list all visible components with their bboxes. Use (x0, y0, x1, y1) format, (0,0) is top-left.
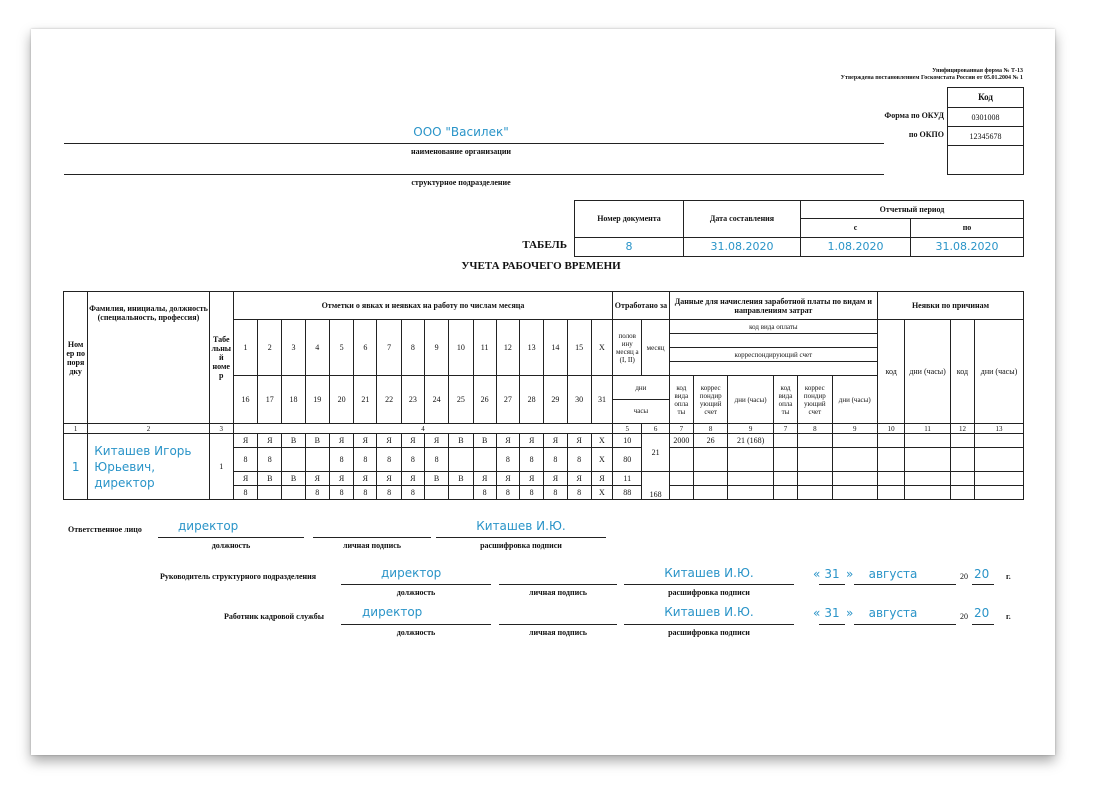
employee-tab-number: 1 (209, 434, 233, 500)
period-from-value: 1.08.2020 (801, 237, 911, 256)
hr-day: 31 (824, 606, 840, 620)
employee-name: Киташев Игорь Юрьевич, директор (88, 434, 209, 500)
employee-number: 1 (64, 434, 88, 500)
hr-label: Работник кадровой службы (224, 612, 324, 621)
head-label: Руководитель структурного подразделения (160, 572, 317, 581)
hr-year: 20 (974, 606, 990, 620)
table-row: 8 8 8 8 8 8 8 8 8 8 8 X 80 (64, 448, 1024, 472)
doc-number-label: Номер документа (597, 214, 661, 224)
head-person: Киташев И.Ю. (664, 566, 754, 580)
period-to-value: 31.08.2020 (911, 237, 1024, 256)
head-month: августа (868, 567, 918, 581)
col-header-marks: Отметки о явках и неявках на работу по числам месяца (233, 292, 612, 320)
responsible-label: Ответственное лицо (68, 525, 142, 534)
approval-note: Утверждена постановлением Госкомстата России от 05.01.2004 № 1 (840, 75, 1023, 81)
period-from-label: с (853, 223, 858, 233)
col-header-tab: Табе льны й номе р (209, 292, 233, 424)
hr-person: Киташев И.Ю. (664, 605, 754, 619)
organization-name: ООО "Василек" (413, 125, 509, 139)
doc-date-label: Дата составления (709, 214, 775, 224)
document-subtitle: УЧЕТА РАБОЧЕГО ВРЕМЕНИ (461, 260, 621, 272)
hr-position: директор (362, 605, 423, 619)
table-row: Я В В Я Я Я Я Я В В Я Я Я Я Я Я 11 168 (64, 472, 1024, 486)
unit-caption: структурное подразделение (411, 178, 511, 187)
responsible-position: директор (178, 519, 239, 533)
document-header-table (574, 200, 1024, 257)
col-header-number: Ном ер по поря дку (64, 292, 88, 424)
code-box (947, 87, 1024, 175)
unified-form-note: Унифицированная форма № Т-13 (932, 68, 1023, 74)
period-to-label: по (962, 223, 972, 233)
timesheet-document: Унифицированная форма № Т-13 Утверждена постановлением Госкомстата России от 05.01.2004 № 1 Код 0301008 12345678 Форма по ОКУД по ОКПО ООО "Василек" наименование организации структурное подразделение Номер документа Дата составления Отчетный период с по 8 31.08.2020 1.08.2020 31.08.2020 ТАБЕЛЬ УЧЕТА РАБОЧЕГО ВРЕМЕНИ Ном ер по поря дку Фамилия, инициалы, должность (специальность, профессия) Табе льны й номе р Отметки о явках и неявках на работу по числам месяца Отработано за Данные для начисления заработной платы по видам и направлениям затрат Неявки по причинам 1 2 3 4 5 6 7 8 9 10 11 12 13 14 15 X полов ину месяц а (I, II) месяц код вида оплаты корреспондирующий счет код дни (часы) код дни (часы) 16 17 18 19 20 21 22 23 24 25 26 27 28 29 30 31 дни часы код вида опла ты коррес пондир ующий счет дни (часы) код вида опла ты коррес пондир ующий счет дни (часы) 1 2 3 4 5 6 7 8 9 7 8 9 10 11 12 13 1 Киташев Игорь Юрьевич, директор 1 Я Я В В Я Я Я Я Я В В Я Я Я Я X 10 21 2000 26 21 (168) 8 8 8 8 8 8 8 8 8 8 8 X 80 Я В В Я Я Я Я Я В В Я Я Я Я Я Я 11 168 8 8 8 8 8 8 8 8 8 8 8 X 88 Ответственное лицо директор должность личная подпись Киташев И.Ю. расшифровка подписи Руководитель структурного подразделения директор должность личная подпись Киташев И.Ю. расшифровка подписи « 31 » августа 20 20 г. Работник кадровой службы директор должность личная подпись Киташев И.Ю. расшифровка подписи « 31 » августа 20 20 г. (31, 29, 1055, 755)
responsible-person: Киташев И.Ю. (476, 519, 566, 533)
document-title: ТАБЕЛЬ (522, 239, 567, 251)
table-row: 8 8 8 8 8 8 8 8 8 8 8 X 88 (64, 486, 1024, 500)
col-header-absent: Неявки по причинам (878, 292, 1024, 320)
doc-number-value: 8 (575, 237, 684, 256)
okpo-value: 12345678 (969, 132, 1002, 141)
okud-label: Форма по ОКУД (884, 111, 944, 120)
doc-date-value: 31.08.2020 (684, 237, 801, 256)
column-numbers-row: 1 2 3 4 5 6 7 8 9 7 8 9 10 11 12 13 (64, 424, 1024, 434)
table-row: 1 Киташев Игорь Юрьевич, директор 1 Я Я В В Я Я Я Я Я В В Я Я Я Я X 10 21 2000 26 21 (168) (64, 434, 1024, 448)
organization-caption: наименование организации (410, 147, 512, 156)
code-header: Код (978, 92, 993, 102)
timesheet-table: Ном ер по поря дку Фамилия, инициалы, должность (специальность, профессия) Табе льны й номе р Отметки о явках и неявках на работу по числам месяца Отработано за Данные для начисления заработной платы по видам и направлениям затрат Неявки по причинам 1 2 3 4 5 6 7 8 9 10 11 12 13 14 15 X полов ину месяц а (I, II) месяц код вида оплаты корреспондирующий счет код дни (часы) код дни (часы) 16 17 18 19 20 21 22 23 24 25 26 27 28 29 30 31 дни часы код вида опла ты коррес пондир ующий счет дни (часы) код вида опла ты коррес пондир ующий счет дни (часы) 1 2 3 4 5 6 7 8 9 7 8 9 10 11 12 13 1 Киташев Игорь Юрьевич, директор 1 Я Я В В Я Я Я Я Я В В Я Я Я Я X 10 21 2000 26 21 (168) 8 8 8 8 8 8 8 8 8 8 8 X 80 Я В В Я Я Я Я Я В В Я Я Я Я Я Я 11 168 8 8 8 8 8 8 8 8 8 8 8 X 88 (63, 291, 1024, 500)
head-year: 20 (974, 567, 990, 581)
col-header-name: Фамилия, инициалы, должность (специальность, профессия) (88, 292, 209, 424)
col-header-pay: Данные для начисления заработной платы по видам и направлениям затрат (669, 292, 877, 320)
hr-month: августа (868, 606, 918, 620)
period-label: Отчетный период (879, 205, 945, 215)
okpo-label: по ОКПО (908, 130, 944, 139)
okud-value: 0301008 (971, 113, 1000, 122)
head-day: 31 (824, 567, 840, 581)
col-header-worked: Отработано за (613, 292, 670, 320)
head-position: директор (381, 566, 442, 580)
